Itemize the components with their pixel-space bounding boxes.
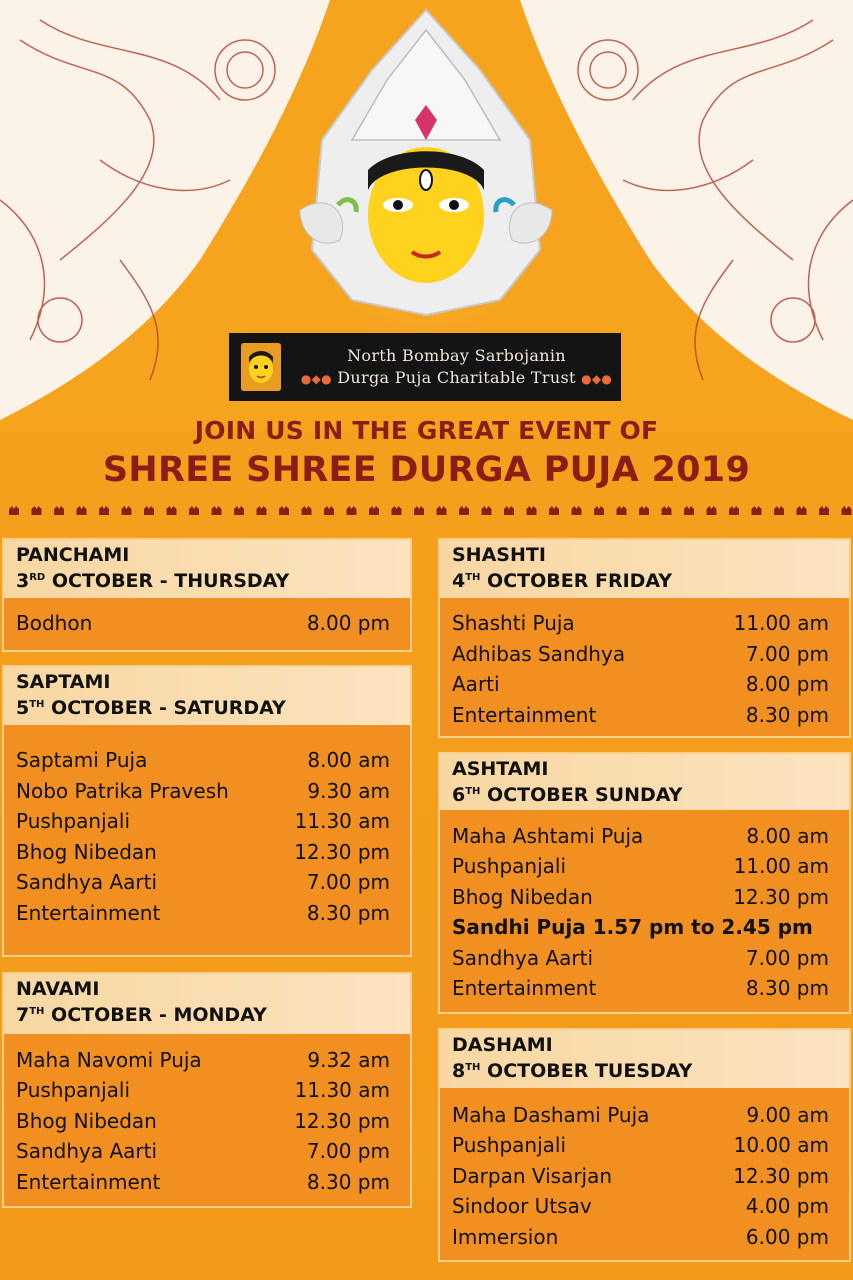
border-motif-icon — [234, 506, 244, 515]
border-motif-icon — [594, 506, 604, 515]
border-motif-icon — [482, 506, 492, 515]
event-row: Nobo Patrika Pravesh 9.30 am — [16, 779, 390, 803]
border-motif-icon — [369, 506, 379, 515]
event-row: Entertainment 8.30 pm — [16, 901, 390, 925]
card-header — [440, 540, 849, 598]
card-header — [440, 754, 849, 810]
event-row: Pushpanjali 11.00 am — [452, 854, 829, 878]
event-row: Darpan Visarjan 12.30 pm — [452, 1164, 829, 1188]
border-motif-icon — [9, 506, 19, 515]
day-title: SAPTAMI — [16, 671, 111, 693]
border-motif-icon — [347, 506, 357, 515]
event-row: Pushpanjali 11.30 am — [16, 1078, 390, 1102]
event-row: Bodhon 8.00 pm — [16, 611, 390, 635]
event-row: Bhog Nibedan 12.30 pm — [16, 1109, 390, 1133]
border-motif-icon — [54, 506, 64, 515]
border-motif-icon — [572, 506, 582, 515]
border-motif-icon — [324, 506, 334, 515]
card-header — [4, 667, 410, 725]
event-row: Sindoor Utsav 4.00 pm — [452, 1194, 829, 1218]
headline-invite: JOIN US IN THE GREAT EVENT OF — [194, 416, 659, 445]
border-motif-icon — [819, 506, 829, 515]
border-motif-icon — [774, 506, 784, 515]
card-panchami — [2, 538, 412, 652]
event-row: Entertainment 8.30 pm — [452, 976, 829, 1000]
trust-name-line1: North Bombay Sarbojanin — [347, 346, 566, 365]
ornament-icon: ●◆● — [300, 372, 332, 386]
event-row: Entertainment 8.30 pm — [16, 1170, 390, 1194]
border-motif-icon — [437, 506, 447, 515]
card-saptami — [2, 665, 412, 957]
day-date: 3RD OCTOBER - THURSDAY — [16, 570, 290, 592]
event-row: Immersion 6.00 pm — [452, 1225, 829, 1249]
day-title: ASHTAMI — [452, 758, 549, 780]
trust-name-line2 — [299, 367, 614, 390]
border-motif-icon — [279, 506, 289, 515]
card-navami — [2, 972, 412, 1208]
border-motif-icon — [527, 506, 537, 515]
border-motif-icon — [302, 506, 312, 515]
border-motif-icon — [842, 506, 852, 515]
border-motif-icon — [504, 506, 514, 515]
event-row: Pushpanjali 11.30 am — [16, 809, 390, 833]
border-motif-icon — [212, 506, 222, 515]
event-row: Aarti 8.00 pm — [452, 672, 829, 696]
day-date: 5TH OCTOBER - SATURDAY — [16, 697, 286, 719]
card-shashti — [438, 538, 851, 738]
day-date: 6TH OCTOBER SUNDAY — [452, 784, 683, 806]
event-row: Sandhya Aarti 7.00 pm — [452, 946, 829, 970]
trust-logo-banner — [229, 333, 621, 401]
card-header — [4, 540, 410, 598]
border-motif-icon — [797, 506, 807, 515]
event-row: Maha Navomi Puja 9.32 am — [16, 1048, 390, 1072]
border-motif-icon — [189, 506, 199, 515]
border-motif-icon — [549, 506, 559, 515]
ornament-icon: ●◆● — [581, 372, 613, 386]
event-row: Sandhya Aarti 7.00 pm — [16, 870, 390, 894]
event-row: Saptami Puja 8.00 am — [16, 748, 390, 772]
border-motif-icon — [662, 506, 672, 515]
day-date: 4TH OCTOBER FRIDAY — [452, 570, 673, 592]
event-row: Bhog Nibedan 12.30 pm — [452, 885, 829, 909]
border-motif-icon — [459, 506, 469, 515]
border-motif-icon — [99, 506, 109, 515]
event-row: Entertainment 8.30 pm — [452, 703, 829, 727]
border-motif-icon — [77, 506, 87, 515]
trust-name — [299, 345, 614, 390]
border-motif-icon — [257, 506, 267, 515]
border-motif-icon — [752, 506, 762, 515]
event-row: Pushpanjali 10.00 am — [452, 1133, 829, 1157]
event-row: Bhog Nibedan 12.30 pm — [16, 840, 390, 864]
event-row: Maha Ashtami Puja 8.00 am — [452, 824, 829, 848]
border-motif-icon — [122, 506, 132, 515]
event-row: Maha Dashami Puja 9.00 am — [452, 1103, 829, 1127]
card-ashtami — [438, 752, 851, 1014]
day-title: PANCHAMI — [16, 544, 130, 566]
day-date: 7TH OCTOBER - MONDAY — [16, 1004, 267, 1026]
border-motif-icon — [414, 506, 424, 515]
day-title: NAVAMI — [16, 978, 100, 1000]
border-motif-icon — [167, 506, 177, 515]
event-row: Shashti Puja 11.00 am — [452, 611, 829, 635]
border-motif-icon — [144, 506, 154, 515]
event-row: Adhibas Sandhya 7.00 pm — [452, 642, 829, 666]
decorative-border — [0, 503, 853, 517]
card-header — [440, 1030, 849, 1088]
border-motif-icon — [32, 506, 42, 515]
day-title: SHASHTI — [452, 544, 546, 566]
card-dashami — [438, 1028, 851, 1262]
card-header — [4, 974, 410, 1034]
trust-emblem-icon — [241, 343, 281, 391]
day-title: DASHAMI — [452, 1034, 553, 1056]
border-motif-icon — [617, 506, 627, 515]
border-motif-icon — [729, 506, 739, 515]
headline-event: SHREE SHREE DURGA PUJA 2019 — [102, 450, 751, 490]
border-motif-icon — [684, 506, 694, 515]
sandhi-puja-highlight: Sandhi Puja 1.57 pm to 2.45 pm — [452, 915, 813, 939]
border-motif-icon — [392, 506, 402, 515]
day-date: 8TH OCTOBER TUESDAY — [452, 1060, 693, 1082]
event-row: Sandhya Aarti 7.00 pm — [16, 1139, 390, 1163]
border-motif-icon — [639, 506, 649, 515]
trust-name-line2-text: Durga Puja Charitable Trust — [337, 368, 576, 387]
border-motif-icon — [707, 506, 717, 515]
